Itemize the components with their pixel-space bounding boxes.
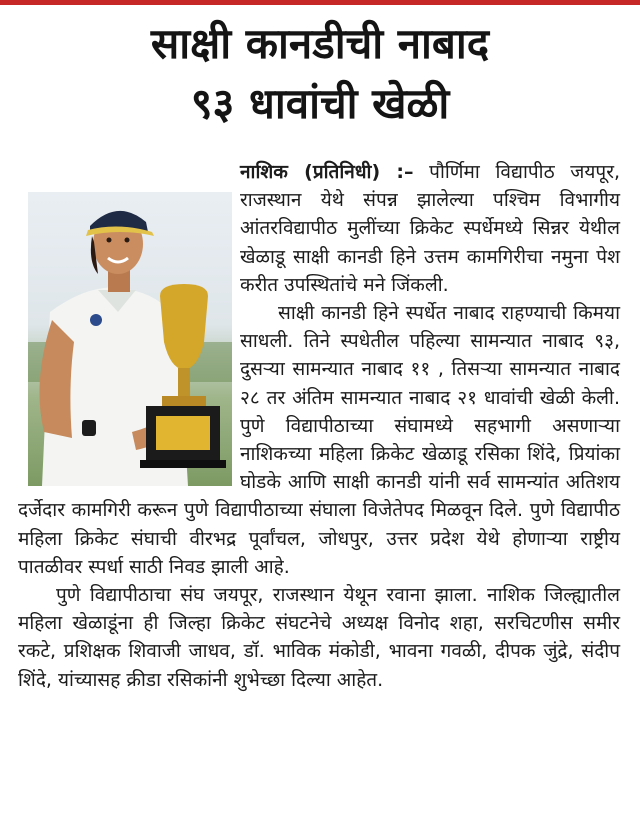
headline-line-1: साक्षी कानडीची नाबाद <box>150 19 490 68</box>
paragraph-1-text: पौर्णिमा विद्यापीठ जयपूर, राजस्थान येथे संपन्न झालेल्या पश्चिम विभागीय आंतरविद्यापीठ मुलींच्या क्रिकेट स्पर्धेमध्ये सिन्नर येथील खेळाडू साक्षी कानडी हिने उत्तम कामगिरीचा नमुना पेश करीत उपस्थितांचे मने जिंकली. <box>240 161 621 296</box>
top-red-rule <box>0 0 640 5</box>
article-body <box>18 158 620 694</box>
article-paragraph-3: पुणे विद्यापीठाचा संघ जयपूर, राजस्थान येथून रवाना झाला. नाशिक जिल्ह्यातील महिला खेळाडूंना ही जिल्हा क्रिकेट संघटनेचे अध्यक्ष विनोद शहा, सरचिटणीस समीर रकटे, प्रशिक्षक शिवाजी जाधव, डॉ. भाविक मंकोडी, भावना गवळी, दीपक जुंद्रे, संदीप शिंदे, यांच्यासह क्रीडा रसिकांनी शुभेच्छा दिल्या आहेत. <box>18 584 620 691</box>
headline-line-2: ९३ धावांची खेळी <box>190 79 450 128</box>
headline <box>0 14 640 134</box>
article-paragraph-2: साक्षी कानडी हिने स्पर्धेत नाबाद राहण्याची किमया साधली. तिने स्पधेतील पहिल्या सामन्यात नाबाद ९३, दुसऱ्या सामन्यात नाबाद ११ , तिसऱ्या सामन्यात नाबाद २८ तर अंतिम सामन्यात नाबाद २१ धावांची खेळी केली. पुणे विद्यापीठाच्या संघामध्ये सहभागी असणाऱ्या नाशिकच्या महिला क्रिकेट खेळाडू रसिका शिंदे, प्रियांका घोडके आणि साक्षी कानडी यांनी सर्व सामन्यांत अतिशय दर्जेदार कामगिरी करून पुणे विद्यापीठाच्या संघाला विजेतेपद मिळवून दिले. पुणे विद्यापीठ महिला क्रिकेट संघाची वीरभद्र पूर्वांचल, जोधपुर, उत्तर प्रदेश येथे होणाऱ्या राष्ट्रीय पातळीवर स्पर्धा साठी निवड झाली आहे. <box>18 302 620 578</box>
photo-spacer <box>18 158 240 488</box>
dateline: नाशिक (प्रतिनिधी) :– <box>240 161 414 183</box>
